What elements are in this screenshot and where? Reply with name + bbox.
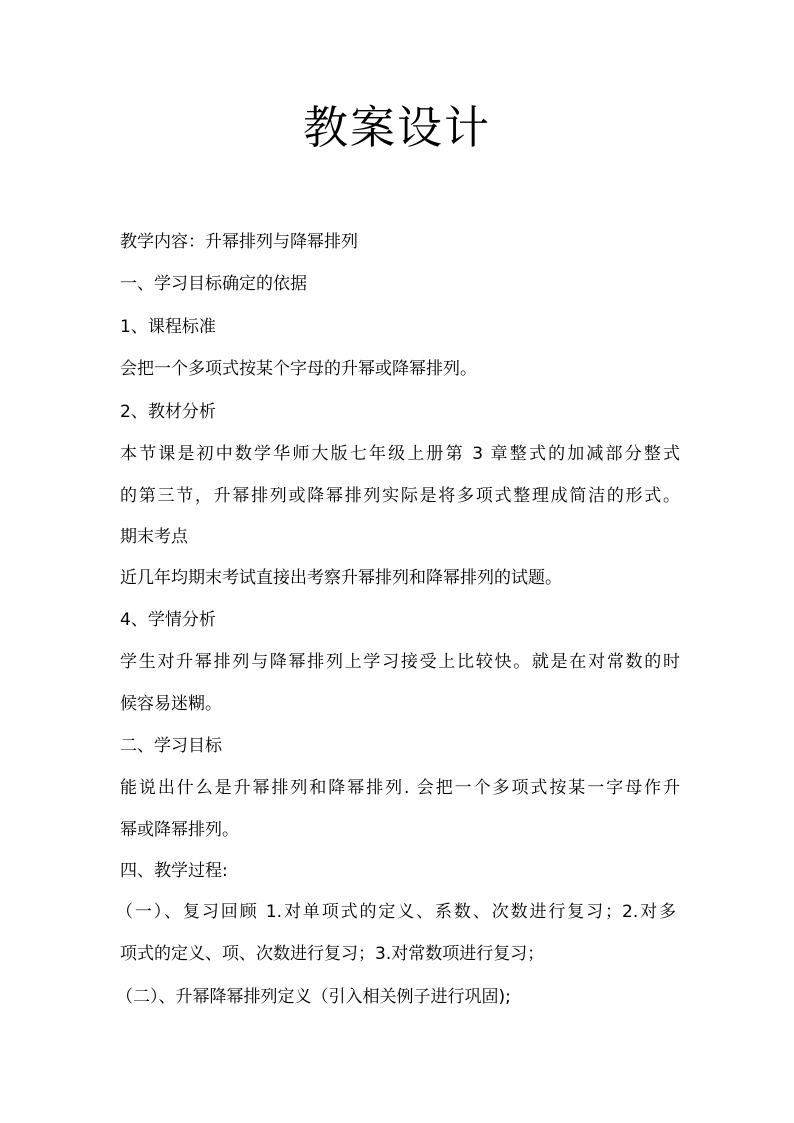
paragraph-textbook-analysis-line-1: 本节课是初中数学华师大版七年级上册第 3 章整式的加减部分整式 [120, 444, 680, 464]
subheading-textbook-analysis: 2、教材分析 [120, 402, 216, 422]
paragraph-learning-goals-line-2: 幂或降幂排列。 [120, 820, 239, 840]
section-heading-basis: 一、学习目标确定的依据 [120, 274, 307, 294]
section-heading-learning-goals: 二、学习目标 [120, 736, 222, 756]
paragraph-learning-goals-line-1: 能说出什么是升幂排列和降幂排列. 会把一个多项式按某一字母作升 [120, 778, 680, 798]
paragraph-curriculum-standard: 会把一个多项式按某个字母的升幂或降幂排列。 [120, 359, 477, 379]
paragraph-review-line-1: （一）、复习回顾 1.对单项式的定义、系数、次数进行复习；2.对多 [116, 902, 676, 922]
subheading-curriculum-standard: 1、课程标准 [120, 317, 216, 337]
paragraph-review-line-2: 项式的定义、项、次数进行复习；3.对常数项进行复习； [120, 944, 545, 964]
subheading-final-exam-points: 期末考点 [120, 527, 188, 547]
paragraph-student-analysis-line-2: 候容易迷糊。 [120, 694, 222, 714]
section-heading-teaching-process: 四、教学过程: [120, 861, 228, 881]
document-title: 教案设计 [302, 101, 491, 154]
subheading-student-analysis: 4、学情分析 [120, 610, 216, 630]
paragraph-student-analysis-line-1: 学生对升幂排列与降幂排列上学习接受上比较快。就是在对常数的时 [120, 652, 680, 672]
teaching-content-line: 教学内容：升幂排列与降幂排列 [120, 232, 358, 252]
paragraph-final-exam-points: 近几年均期末考试直接出考察升幂排列和降幂排列的试题。 [120, 568, 562, 588]
paragraph-order-definition: （二）、升幂降幂排列定义（引入相关例子进行巩固); [116, 987, 511, 1007]
paragraph-textbook-analysis-line-2: 的第三节，升幂排列或降幂排列实际是将多项式整理成简洁的形式。 [120, 486, 680, 506]
